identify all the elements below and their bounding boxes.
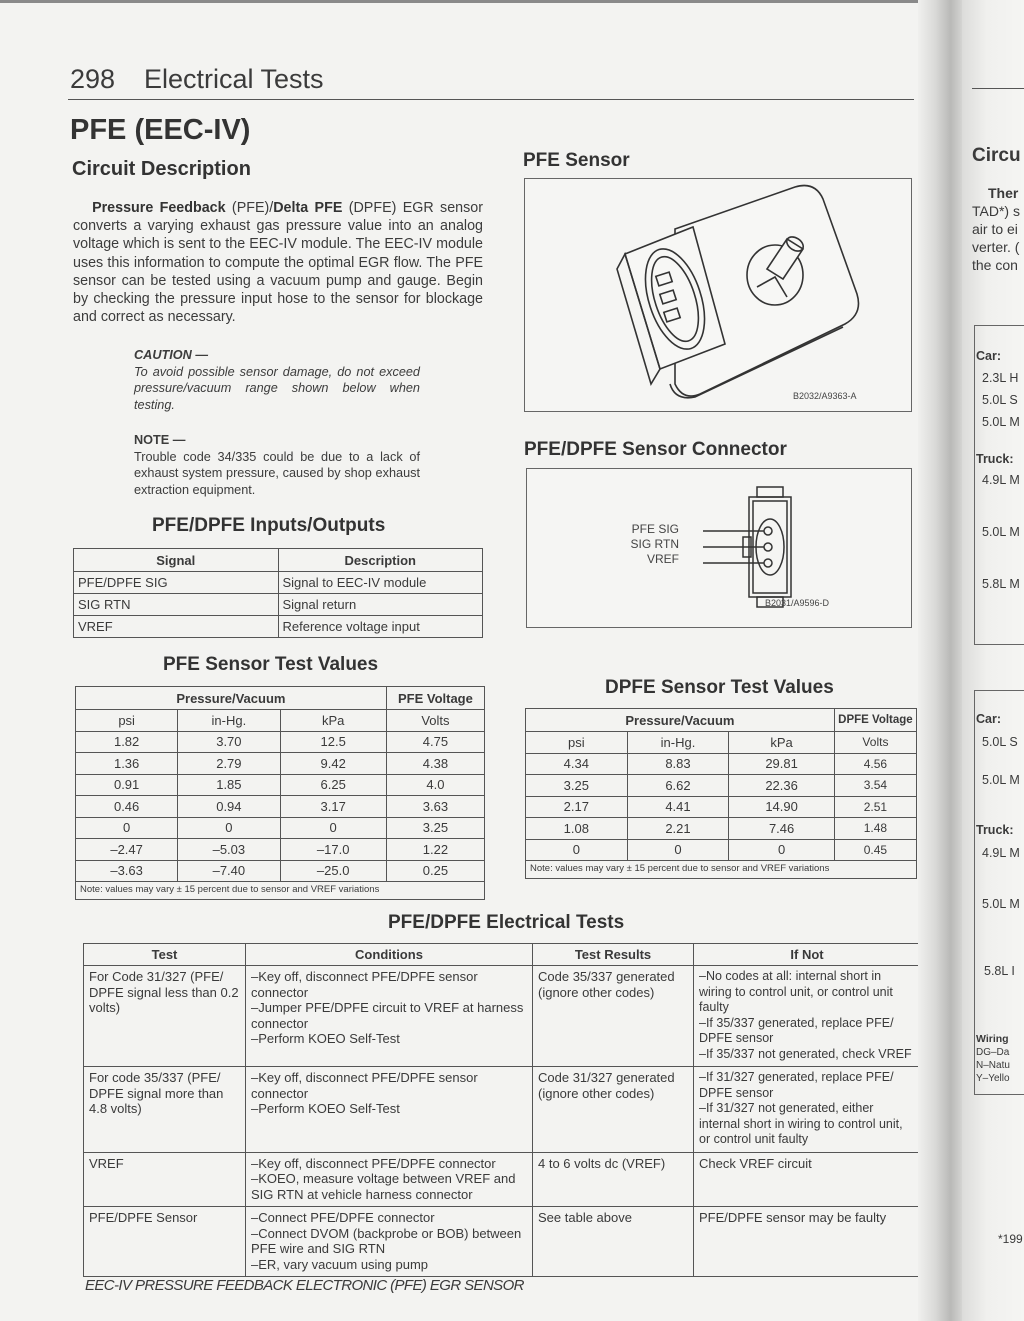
connector-figure (526, 468, 912, 628)
note-box (134, 432, 420, 499)
connector-figure-title: PFE/DPFE Sensor Connector (524, 439, 787, 460)
table-row (526, 796, 917, 818)
cell-test: For Code 31/327 (PFE/ DPFE signal less than 0.2 volts) (84, 966, 246, 1067)
table-row (76, 796, 485, 818)
caution-title: CAUTION — (134, 348, 209, 362)
cell-in-hg: 2.79 (178, 753, 280, 775)
if-not-line: Check VREF circuit (699, 1155, 812, 1171)
cell-kpa: 3.17 (280, 796, 386, 818)
cell-kpa: 22.36 (729, 775, 835, 797)
if-not-line: –If 31/327 generated, replace PFE/ DPFE sensor (699, 1070, 894, 1100)
cell-in-hg: 0.94 (178, 796, 280, 818)
io-header-description: Description (278, 549, 483, 572)
header-rule (68, 99, 914, 100)
condition-line: –Connect PFE/DPFE connector (251, 1210, 435, 1225)
table-row (76, 860, 485, 882)
desc-text-2: (DPFE) EGR sensor converts a varying exhaust gas pressure value into an analog voltage which is sent to the EEC-IV module. The EEC-IV module uses this information to compute the optimal EGR flow. The PFE sensor can be tested using a vacuum pump and gauge. Begin by checking the pressure input hose to the sensor for blockage and correct as necessary. (73, 200, 483, 326)
connector-label-vref: VREF (646, 552, 679, 566)
table-row (84, 966, 921, 1067)
pfe-test-values-table (75, 686, 485, 900)
cell-conditions (246, 1207, 533, 1277)
next-page-cell: Car: (976, 712, 1002, 726)
next-page-cell: 5.0L M (982, 897, 1020, 911)
condition-line: –ER, vary vacuum using pump (251, 1256, 429, 1272)
cell-volts: 4.38 (386, 753, 484, 775)
io-signal: VREF (74, 616, 279, 638)
cell-test-results: See table above (533, 1207, 694, 1277)
next-page-cell: 4.9L M (982, 473, 1020, 487)
table-row (76, 774, 485, 796)
cell-volts: 3.54 (834, 775, 916, 797)
table-row (526, 775, 917, 797)
next-page-cell: 4.9L M (982, 846, 1020, 860)
cell-in-hg: 1.85 (178, 774, 280, 796)
table-row (76, 731, 485, 753)
condition-line: –Perform KOEO Self-Test (251, 1031, 400, 1046)
io-signal: PFE/DPFE SIG (74, 572, 279, 594)
unit-in-hg: in-Hg. (627, 732, 729, 754)
if-not-line: –If 35/337 generated, replace PFE/ DPFE sensor (699, 1015, 894, 1045)
cell-volts: 4.0 (386, 774, 484, 796)
table-note-row (526, 861, 917, 879)
connector-illustration (527, 469, 911, 627)
caution-box (134, 347, 420, 414)
page-top-edge (0, 0, 1024, 3)
cell-volts: 1.48 (834, 818, 916, 840)
cell-volts: 0.45 (834, 839, 916, 861)
electrical-tests-table (83, 943, 921, 1277)
pfe-sensor-figure (524, 178, 912, 412)
cell-psi: –3.63 (76, 860, 178, 882)
next-page-line: air to ei (972, 221, 1018, 237)
pressure-vacuum-header: Pressure/Vacuum (526, 709, 835, 732)
cell-in-hg: 6.62 (627, 775, 729, 797)
figure-code: B2032/A9363-A (793, 391, 857, 401)
next-page-cell: 5.0L S (982, 393, 1018, 407)
cell-psi: 0.91 (76, 774, 178, 796)
next-page-rule (972, 88, 1024, 89)
cell-kpa: 0 (280, 817, 386, 839)
cell-conditions (246, 1067, 533, 1153)
units-row (526, 732, 917, 754)
section-title: Electrical Tests (144, 64, 324, 94)
cell-kpa: –25.0 (280, 860, 386, 882)
cell-psi: 0 (76, 817, 178, 839)
electrical-tests-title: PFE/DPFE Electrical Tests (388, 912, 625, 933)
desc-text-1: (PFE)/ (225, 200, 274, 216)
cell-kpa: 7.46 (729, 818, 835, 840)
unit-in-hg: in-Hg. (178, 710, 280, 732)
note-title: NOTE — (134, 433, 186, 447)
cell-in-hg: –5.03 (178, 839, 280, 861)
unit-kpa: kPa (729, 732, 835, 754)
unit-psi: psi (526, 732, 628, 754)
cell-psi: 1.08 (526, 818, 628, 840)
cell-psi: 1.82 (76, 731, 178, 753)
next-page-cell: 5.8L I (984, 964, 1015, 978)
figure-code: B2031/A9596-D (765, 598, 830, 608)
cell-in-hg: 0 (178, 817, 280, 839)
next-page-wiring: N–Natu (976, 1060, 1010, 1071)
condition-line: –Perform KOEO Self-Test (251, 1101, 400, 1116)
table-header-row (526, 709, 917, 732)
table-note: Note: values may vary ± 15 percent due to sensor and VREF variations (526, 861, 917, 879)
cell-volts: 4.75 (386, 731, 484, 753)
cell-kpa: 29.81 (729, 753, 835, 775)
cell-if-not (694, 966, 921, 1067)
table-row (526, 839, 917, 861)
cell-in-hg: 8.83 (627, 753, 729, 775)
condition-line: –Connect DVOM (backprobe or BOB) between PFE wire and SIG RTN (251, 1225, 522, 1256)
cell-volts: 3.25 (386, 817, 484, 839)
next-page-line: the con (972, 257, 1018, 273)
unit-kpa: kPa (280, 710, 386, 732)
cell-in-hg: 3.70 (178, 731, 280, 753)
next-page-footnote: *199 (998, 1232, 1023, 1246)
cell-psi: 4.34 (526, 753, 628, 775)
io-table (73, 548, 483, 638)
pfe-test-values-title: PFE Sensor Test Values (163, 654, 379, 675)
io-table-title: PFE/DPFE Inputs/Outputs (152, 515, 386, 536)
cell-psi: 2.17 (526, 796, 628, 818)
pfe-sensor-figure-title: PFE Sensor (523, 150, 630, 171)
connector-label-pfe-sig: PFE SIG (631, 522, 679, 536)
cell-volts: 1.22 (386, 839, 484, 861)
cell-kpa: –17.0 (280, 839, 386, 861)
cell-in-hg: –7.40 (178, 860, 280, 882)
table-row (74, 594, 483, 616)
condition-line: –Jumper PFE/DPFE circuit to VREF at harness connector (251, 1000, 524, 1031)
condition-line: –Key off, disconnect PFE/DPFE sensor connector (251, 969, 478, 1000)
if-not-line: PFE/DPFE sensor may be faulty (699, 1210, 887, 1225)
cell-test-results: Code 35/337 generated (ignore other codes) (533, 966, 694, 1067)
io-signal: SIG RTN (74, 594, 279, 616)
note-text: Trouble code 34/335 could be due to a lack of exhaust system pressure, caused by shop exhaust extraction equipment. (134, 449, 420, 498)
table-note: Note: values may vary ± 15 percent due to sensor and VREF variations (76, 882, 485, 900)
table-row (76, 817, 485, 839)
table-row (74, 572, 483, 594)
connector-label-sig-rtn: SIG RTN (630, 537, 679, 551)
header-test: Test (84, 944, 246, 966)
if-not-line: –No codes at all: internal short in wiring to control unit, or control unit faulty (699, 969, 893, 1014)
next-page-cell: Truck: (976, 823, 1014, 837)
io-description: Signal to EEC-IV module (278, 572, 483, 594)
cell-kpa: 9.42 (280, 753, 386, 775)
if-not-line: –If 35/337 not generated, check VREF (699, 1046, 912, 1061)
table-row (526, 818, 917, 840)
cell-volts: 2.51 (834, 796, 916, 818)
cell-kpa: 0 (729, 839, 835, 861)
next-page-wiring: Wiring (976, 1033, 1009, 1045)
dpfe-test-values-title: DPFE Sensor Test Values (605, 677, 834, 698)
next-page-cell: 2.3L H (982, 371, 1019, 385)
cell-test: For code 35/337 (PFE/ DPFE signal more than 4.8 volts) (84, 1067, 246, 1153)
cell-in-hg: 0 (627, 839, 729, 861)
next-page-cell: Truck: (976, 452, 1014, 466)
header-test-results: Test Results (533, 944, 694, 966)
unit-psi: psi (76, 710, 178, 732)
next-page-cell: 5.0L S (982, 735, 1018, 749)
next-page-line: verter. ( (972, 239, 1020, 255)
caution-text: To avoid possible sensor damage, do not exceed pressure/vacuum range shown below when testing. (134, 364, 420, 413)
next-page-line: Ther (988, 185, 1019, 201)
cell-conditions (246, 1152, 533, 1207)
io-description: Signal return (278, 594, 483, 616)
term-delta-pfe: Delta PFE (273, 200, 343, 216)
table-row (74, 616, 483, 638)
cell-in-hg: 4.41 (627, 796, 729, 818)
next-page-fragment (962, 0, 1024, 1321)
table-note-row (76, 882, 485, 900)
cell-test-results: Code 31/327 generated (ignore other codes) (533, 1067, 694, 1153)
units-row (76, 710, 485, 732)
cell-psi: 3.25 (526, 775, 628, 797)
cell-if-not (694, 1067, 921, 1153)
cell-if-not (694, 1152, 921, 1207)
figure-caption-footer: EEC-IV PRESSURE FEEDBACK ELECTRONIC (PFE) EGR SENSOR (85, 1277, 524, 1294)
table-row (84, 1152, 921, 1207)
page-title: PFE (EEC-IV) (70, 114, 251, 146)
cell-in-hg: 2.21 (627, 818, 729, 840)
condition-line: –Key off, disconnect PFE/DPFE sensor connector (251, 1070, 478, 1101)
circuit-description-heading: Circuit Description (72, 158, 251, 180)
circuit-description-text (73, 199, 483, 326)
cell-psi: 1.36 (76, 753, 178, 775)
io-header-signal: Signal (74, 549, 279, 572)
dpfe-test-values-table (525, 708, 917, 879)
cell-if-not (694, 1207, 921, 1277)
cell-conditions (246, 966, 533, 1067)
cell-psi: –2.47 (76, 839, 178, 861)
table-row (526, 753, 917, 775)
cell-kpa: 6.25 (280, 774, 386, 796)
io-description: Reference voltage input (278, 616, 483, 638)
cell-volts: 3.63 (386, 796, 484, 818)
dpfe-voltage-header: DPFE Voltage (834, 709, 916, 732)
cell-kpa: 14.90 (729, 796, 835, 818)
header-if-not: If Not (694, 944, 921, 966)
io-table-header (74, 549, 483, 572)
table-header-row (76, 687, 485, 710)
cell-test: PFE/DPFE Sensor (84, 1207, 246, 1277)
header-conditions: Conditions (246, 944, 533, 966)
unit-volts: Volts (834, 732, 916, 754)
pressure-vacuum-header: Pressure/Vacuum (76, 687, 387, 710)
next-page-cell: 5.0L M (982, 415, 1020, 429)
next-page-wiring: DG–Da (976, 1047, 1010, 1058)
pfe-voltage-header: PFE Voltage (386, 687, 484, 710)
next-page-cell: 5.0L M (982, 525, 1020, 539)
condition-line: –KOEO, measure voltage between VREF and SIG RTN at vehicle harness connector (251, 1171, 516, 1202)
table-row (84, 1067, 921, 1153)
cell-volts: 4.56 (834, 753, 916, 775)
cell-test: VREF (84, 1152, 246, 1207)
table-row (76, 753, 485, 775)
cell-psi: 0 (526, 839, 628, 861)
pfe-sensor-illustration (525, 179, 911, 411)
next-page-heading: Circu (972, 145, 1021, 166)
condition-line: –Key off, disconnect PFE/DPFE connector (251, 1155, 496, 1171)
next-page-wiring: Y–Yello (976, 1073, 1010, 1084)
unit-volts: Volts (386, 710, 484, 732)
table-row (84, 1207, 921, 1277)
page-number: 298 (70, 64, 116, 94)
next-page-cell: 5.8L M (982, 577, 1020, 591)
table-row (76, 839, 485, 861)
table-header-row (84, 944, 921, 966)
cell-test-results: 4 to 6 volts dc (VREF) (533, 1152, 694, 1207)
cell-psi: 0.46 (76, 796, 178, 818)
book-gutter (918, 0, 968, 1321)
cell-volts: 0.25 (386, 860, 484, 882)
cell-kpa: 12.5 (280, 731, 386, 753)
if-not-line: –If 31/327 not generated, either internal short in wiring to control unit, or control unit faulty (699, 1101, 903, 1146)
term-pressure-feedback: Pressure Feedback (92, 200, 226, 216)
next-page-cell: Car: (976, 349, 1002, 363)
next-page-line: TAD*) s (972, 203, 1020, 219)
next-page-cell: 5.0L M (982, 773, 1020, 787)
